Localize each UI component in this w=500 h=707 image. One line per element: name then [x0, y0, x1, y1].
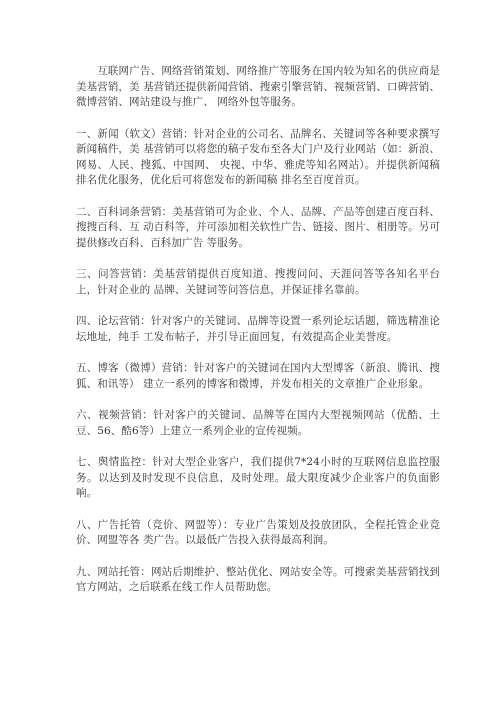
section-qa-marketing: 三、问答营销：美基营销提供百度知道、搜搜问问、天涯问答等各知名平台上，针对企业的 品牌、关键词等问答信息，并保证排名靠前。 — [76, 268, 440, 296]
section-encyclopedia-marketing: 二、百科词条营销：美基营销可为企业、个人、品牌、产品等创建百度百科、搜搜百科、互 动百科等，并可添加相关软性广告、链接、图片、相册等。另可提供修改百科、百科加广告 等服务。 — [76, 205, 440, 249]
section-sentiment-monitoring: 七、舆情监控：针对大型企业客户，我们提供7*24小时的互联网信息监控服务。以达到及时发现不良信息，及时处理。最大限度减少企业客户的负面影响。 — [76, 456, 440, 499]
section-ad-hosting: 八、广告托管（竞价、网盟等）：专业广告策划及投放团队，全程托管企业竞价、网盟等各 类广告。以最低广告投入获得最高利润。 — [76, 518, 440, 546]
section-news-marketing: 一、新闻（软文）营销：针对企业的公司名、品牌名、关键词等各种要求撰写新闻稿件，美 基营销可以将您的稿子发布至各大门户及行业网站（如：新浪、网易、人民、搜狐、中国网、 央视、中华、雅虎等知名网站）。并提供新闻稿排名优化服务，优化后可将您发布的新闻稿 排名至百度首页。 — [76, 127, 440, 186]
section-blog-marketing: 五、博客（微博）营销：针对客户的关键词在国内大型博客（新浪、腾讯、搜狐、和讯等） 建立一系列的博客和微博，并发布相关的文章推广企业形象。 — [76, 362, 440, 390]
section-forum-marketing: 四、论坛营销：针对客户的关键词、品牌等设置一系列论坛话题，筛选精准论坛地址，纯手 工发布帖子，并引导正面回复，有效提高企业美誉度。 — [76, 315, 440, 343]
document-body — [76, 64, 440, 612]
section-site-hosting: 九、网站托管：网站后期维护、整站优化、网站安全等。可搜索美基营销找到官方网站，之后联系在线工作人员帮助您。 — [76, 565, 440, 593]
section-video-marketing: 六、视频营销：针对客户的关键词、品牌等在国内大型视频网站（优酷、土豆、56、酷6等）上建立一系列企业的宣传视频。 — [76, 409, 440, 437]
intro-paragraph: 互联网广告、网络营销策划、网络推广等服务在国内较为知名的供应商是美基营销，美 基营销还提供新闻营销、搜索引擎营销、视频营销、口碑营销、微博营销、网站建设与推广、 网络外包等服务。 — [76, 65, 440, 108]
